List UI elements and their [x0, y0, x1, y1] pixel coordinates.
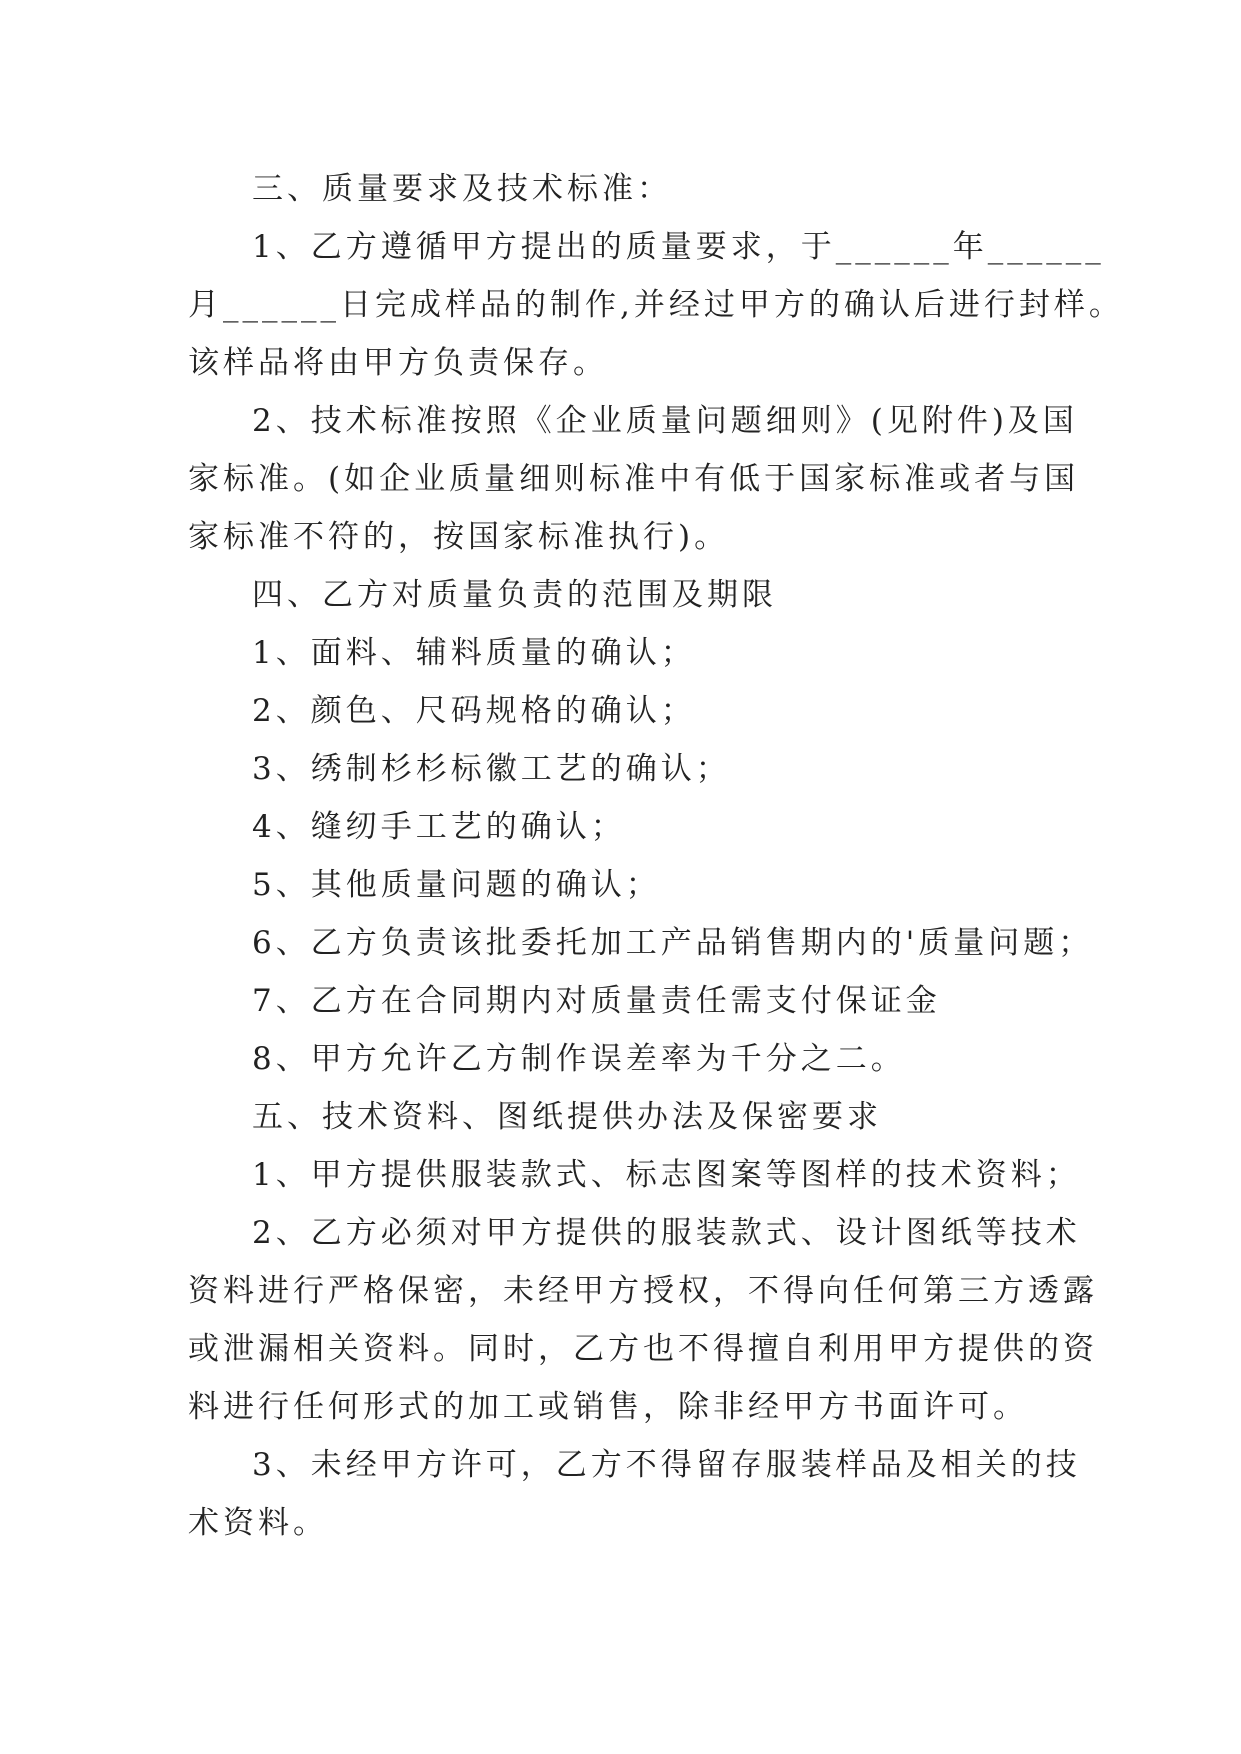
paragraph-line: 料进行任何形式的加工或销售，除非经甲方书面许可。 — [188, 1389, 1028, 1425]
paragraph-line: 1、乙方遵循甲方提出的质量要求，于______年______ — [252, 229, 1105, 265]
list-item: 3、绣制杉杉标徽工艺的确认； — [252, 751, 731, 787]
paragraph-line: 术资料。 — [188, 1505, 328, 1541]
paragraph-line: 资料进行严格保密，未经甲方授权，不得向任何第三方透露 — [188, 1273, 1098, 1309]
paragraph-line: 或泄漏相关资料。同时，乙方也不得擅自利用甲方提供的资 — [188, 1331, 1098, 1367]
paragraph-line: 2、乙方必须对甲方提供的服装款式、设计图纸等技术 — [252, 1215, 1081, 1251]
section-heading-responsibility: 四、乙方对质量负责的范围及期限 — [252, 577, 777, 613]
paragraph-line: 月______日完成样品的制作,并经过甲方的确认后进行封样。 — [188, 287, 1124, 323]
paragraph-line: 家标准。(如企业质量细则标准中有低于国家标准或者与国 — [188, 461, 1080, 497]
paragraph-line: 3、未经甲方许可，乙方不得留存服装样品及相关的技 — [252, 1447, 1081, 1483]
document-body — [188, 160, 1124, 1552]
list-item: 1、面料、辅料质量的确认； — [252, 635, 696, 671]
list-item: 2、颜色、尺码规格的确认； — [252, 693, 696, 729]
list-item: 5、其他质量问题的确认； — [252, 867, 661, 903]
paragraph-line: 该样品将由甲方负责保存。 — [188, 345, 608, 381]
list-item: 1、甲方提供服装款式、标志图案等图样的技术资料； — [252, 1157, 1081, 1193]
list-item: 4、缝纫手工艺的确认； — [252, 809, 626, 845]
section-heading-quality: 三、质量要求及技术标准： — [252, 171, 672, 207]
paragraph-line: 家标准不符的，按国家标准执行)。 — [188, 519, 730, 555]
section-heading-confidentiality: 五、技术资料、图纸提供办法及保密要求 — [252, 1099, 882, 1135]
list-item: 8、甲方允许乙方制作误差率为千分之二。 — [252, 1041, 906, 1077]
paragraph-line: 2、技术标准按照《企业质量问题细则》(见附件)及国 — [252, 403, 1078, 439]
list-item: 6、乙方负责该批委托加工产品销售期内的'质量问题； — [252, 925, 1094, 961]
list-item: 7、乙方在合同期内对质量责任需支付保证金 — [252, 983, 941, 1019]
